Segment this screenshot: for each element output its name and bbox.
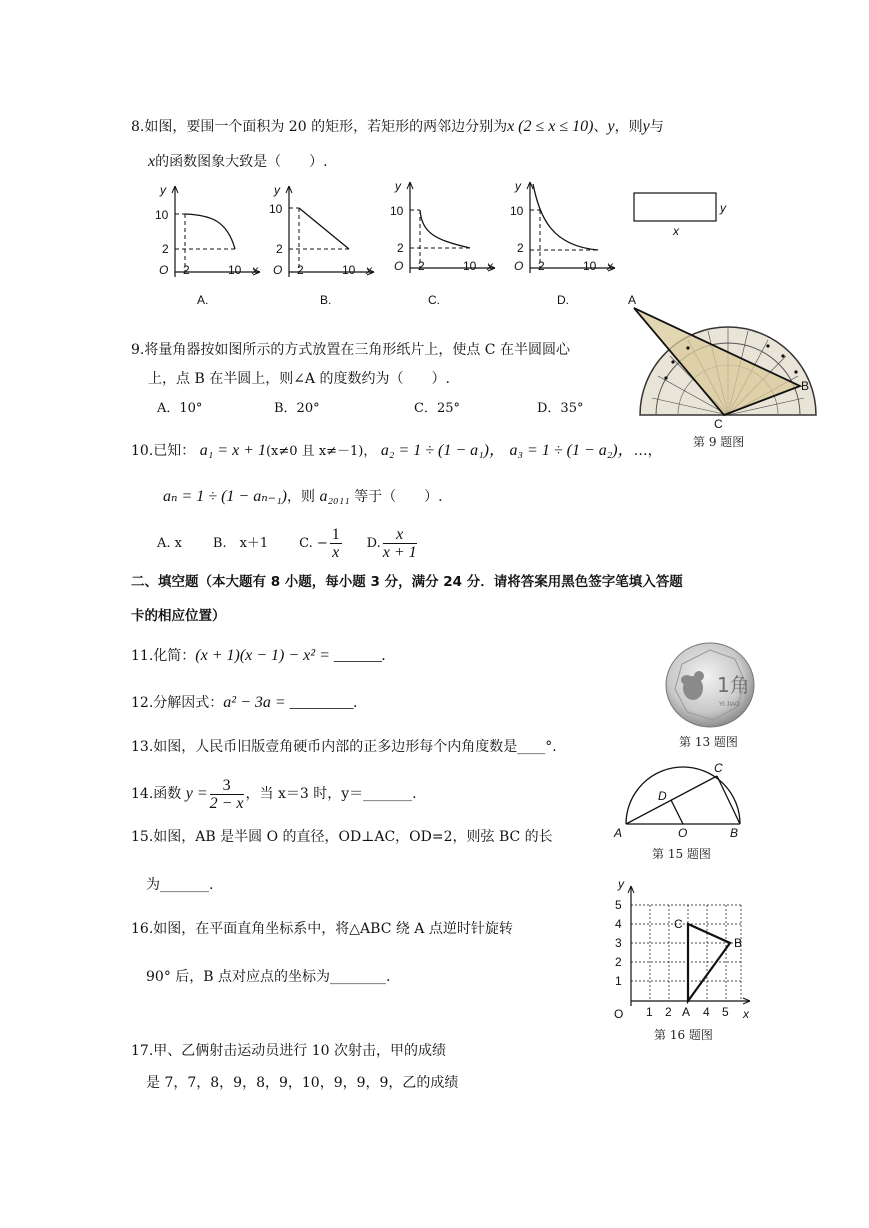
q16-ytick-5: 5: [615, 898, 622, 912]
q9-line2: 上，点 B 在半圆上，则∠A 的度数约为（ ）.: [148, 371, 450, 387]
q9-caption: 第 9 题图: [693, 435, 745, 449]
q12-pre: 12.分解因式：: [131, 695, 224, 711]
q10-a1: a₁ = x + 1: [199, 442, 266, 459]
q9-point-b: B: [801, 379, 810, 393]
q12-expr: a² − 3a = ________.: [223, 694, 358, 711]
q9-line1: 9.将量角器按如图所示的方式放置在三角形纸片上，使点 C 在半圆圆心: [131, 342, 570, 358]
q13-caption: 第 13 题图: [679, 735, 738, 749]
q14-pre: 14.函数: [131, 786, 182, 802]
q16-ytick-3: 3: [615, 936, 622, 950]
q11-pre: 11.化简：: [131, 648, 196, 664]
q10-opt-a: A. x: [157, 536, 182, 551]
q8-c-xten: 10: [463, 259, 477, 273]
q16-xtick-1: 1: [646, 1005, 653, 1019]
q8-y: y: [607, 118, 615, 135]
q8-option-d: D.: [557, 293, 569, 307]
q8-b-origin: O: [273, 263, 283, 277]
q10-then: ，则: [287, 489, 316, 505]
q10-opt-c-pre: C. −: [299, 536, 328, 551]
q8-graph-b: [269, 182, 379, 282]
q16-ytick-1: 1: [615, 974, 622, 988]
q15-point-a: A: [614, 826, 623, 840]
q10-opt-c-num: 1: [331, 525, 340, 543]
q10-cond: (x≠0 且 x≠－1)，: [265, 444, 377, 459]
q8-d-xten: 10: [583, 259, 597, 273]
q8-option-a: A.: [197, 293, 209, 307]
q8-b-two: 2: [276, 242, 283, 256]
q8-rect-x: x: [673, 224, 679, 238]
q16-line1: 16.如图，在平面直角坐标系中，将△ABC 绕 A 点逆时针旋转: [131, 921, 513, 937]
q16-line2: 90° 后，B 点对应点的坐标为________.: [146, 969, 391, 985]
q8-a-xtwo: 2: [183, 263, 190, 277]
q8-domain: x (2 ≤ x ≤ 10): [507, 118, 594, 135]
q8-mid: ，则: [614, 119, 643, 135]
q16-origin: O: [614, 1007, 624, 1021]
q8-rectangle: [632, 190, 732, 240]
q16-caption: 第 16 题图: [654, 1028, 713, 1042]
q8-d-xtwo: 2: [538, 259, 545, 273]
q16-xtick-5: 5: [722, 1005, 729, 1019]
q8-b-xtwo: 2: [297, 263, 304, 277]
q10-dots: …，: [633, 443, 662, 459]
q16-ytick-4: 4: [615, 917, 622, 931]
q11-line: [131, 646, 386, 666]
q8-b-ten: 10: [269, 202, 283, 216]
q8-d-xlabel: x: [607, 259, 613, 273]
q10-opt-d-pre: D.: [366, 536, 381, 551]
q16-y-label: y: [618, 877, 624, 891]
q8-a-two: 2: [162, 242, 169, 256]
q8-b-xlabel: x: [366, 263, 372, 277]
q10-line2: [163, 487, 443, 507]
q14-rest: ，当 x＝3 时，y＝_______.: [245, 786, 417, 802]
q8-c-origin: O: [394, 259, 404, 273]
q10-pre: 10.已知：: [131, 443, 196, 459]
q9-option-c: C．25°: [414, 401, 460, 416]
section2-line2: 卡的相应位置）: [131, 608, 226, 624]
q10-a3: a₃ = 1 ÷ (1 − a₂)，: [509, 442, 634, 459]
q8-c-xtwo: 2: [418, 259, 425, 273]
q10-options: [157, 523, 419, 564]
q13-line: 13.如图，人民币旧版壹角硬币内部的正多边形每个内角度数是____°.: [131, 739, 557, 755]
q13-coin-char: 1角: [717, 673, 750, 697]
q15-line2: 为_______.: [146, 877, 214, 893]
q16-point-a: A: [682, 1005, 691, 1019]
q8-c-ylabel: y: [395, 179, 401, 193]
q8-graph-d: [510, 178, 620, 278]
q16-point-b: B: [734, 936, 743, 950]
q15-point-d: D: [658, 789, 667, 803]
q10-a2: a₂ = 1 ÷ (1 − a₁)，: [380, 442, 506, 459]
section2-line1: 二、填空题（本大题有 8 小题，每小题 3 分，满分 24 分．请将答案用黑色签字笔填入答题: [131, 574, 683, 590]
q9-option-b: B．20°: [274, 401, 320, 416]
q9-protractor-figure: [628, 290, 818, 430]
q13-coin-figure: [665, 642, 755, 728]
q16-xtick-4: 4: [703, 1005, 710, 1019]
q8-option-c: C.: [428, 293, 440, 307]
q8-b-ylabel: y: [274, 183, 280, 197]
q15-point-o: O: [678, 826, 688, 840]
q8-d-ylabel: y: [515, 179, 521, 193]
q10-equals: 等于（ ）.: [354, 489, 443, 505]
q9-point-c: C: [714, 417, 723, 431]
q15-point-c: C: [714, 761, 723, 775]
q8-c-xlabel: x: [487, 259, 493, 273]
q10-opt-d-num: x: [383, 526, 417, 544]
q8-line1: [131, 117, 664, 137]
q9-option-d: D．35°: [537, 401, 584, 416]
q8-a-origin: O: [159, 263, 169, 277]
q15-line1: 15.如图，AB 是半圆 O 的直径，OD⊥AC，OD=2，则弦 BC 的长: [131, 829, 553, 845]
q10-opt-d-den: x + 1: [382, 543, 417, 561]
q15-semicircle-figure: [612, 762, 752, 842]
q14-frac: [210, 777, 244, 812]
q8-a-xlabel: x: [252, 263, 258, 277]
q8-graph-a: [155, 182, 265, 282]
q10-opt-b: B. x＋1: [212, 536, 269, 551]
q8-a-ten: 10: [155, 208, 169, 222]
q10-line1: [131, 441, 662, 462]
q16-ytick-2: 2: [615, 955, 622, 969]
q15-caption: 第 15 题图: [652, 847, 711, 861]
q16-coordinate-grid: [610, 876, 760, 1026]
q8-end: 与: [649, 119, 664, 135]
q8-option-b: B.: [320, 293, 332, 307]
q8-d-two: 2: [517, 241, 524, 255]
q9-point-a: A: [628, 293, 637, 307]
q12-line: [131, 693, 358, 713]
q8-d-ten: 10: [510, 204, 524, 218]
q10-opt-d-frac: [383, 526, 417, 561]
q8-line1-pre: 8.如图，要围一个面积为 20 的矩形，若矩形的两邻边分别为: [131, 119, 508, 135]
q14-yeq: y =: [185, 785, 208, 802]
q8-a-xten: 10: [228, 263, 242, 277]
q16-x-label: x: [743, 1007, 749, 1021]
q8-b-xten: 10: [342, 263, 356, 277]
q8-rect-y: y: [720, 201, 726, 215]
q14-den: 2 − x: [209, 794, 244, 812]
q8-graph-c: [390, 178, 500, 278]
q8-line2: [148, 152, 328, 172]
q16-point-c: C: [674, 917, 683, 931]
q8-y2: y: [642, 118, 650, 135]
q13-coin-sub: YI JIAO: [719, 702, 740, 708]
q15-point-b: B: [730, 826, 739, 840]
q9-option-a: A．10°: [157, 401, 203, 416]
q14-num: 3: [210, 777, 244, 795]
q10-an: aₙ = 1 ÷ (1 − aₙ₋₁): [163, 488, 288, 505]
q8-a-ylabel: y: [160, 183, 166, 197]
q10-opt-c-den: x: [332, 543, 340, 561]
q16-xtick-2: 2: [665, 1005, 672, 1019]
q8-sep: 、: [593, 119, 608, 135]
q8-rest: 的函数图象大致是（ ）.: [155, 154, 328, 170]
q8-c-two: 2: [397, 241, 404, 255]
q14-line: [131, 774, 417, 814]
q17-line2: 是 7，7，8，9，8，9，10，9，9，9，乙的成绩: [146, 1075, 459, 1091]
q8-d-origin: O: [514, 259, 524, 273]
q17-line1: 17.甲、乙俩射击运动员进行 10 次射击，甲的成绩: [131, 1043, 446, 1059]
q10-opt-c-frac: [330, 526, 342, 561]
q8-c-ten: 10: [390, 204, 404, 218]
q8-x: x: [148, 153, 156, 170]
q10-a2011: a₂₀₁₁: [319, 488, 350, 505]
q11-expr: (x + 1)(x − 1) − x² = ______.: [195, 647, 386, 664]
